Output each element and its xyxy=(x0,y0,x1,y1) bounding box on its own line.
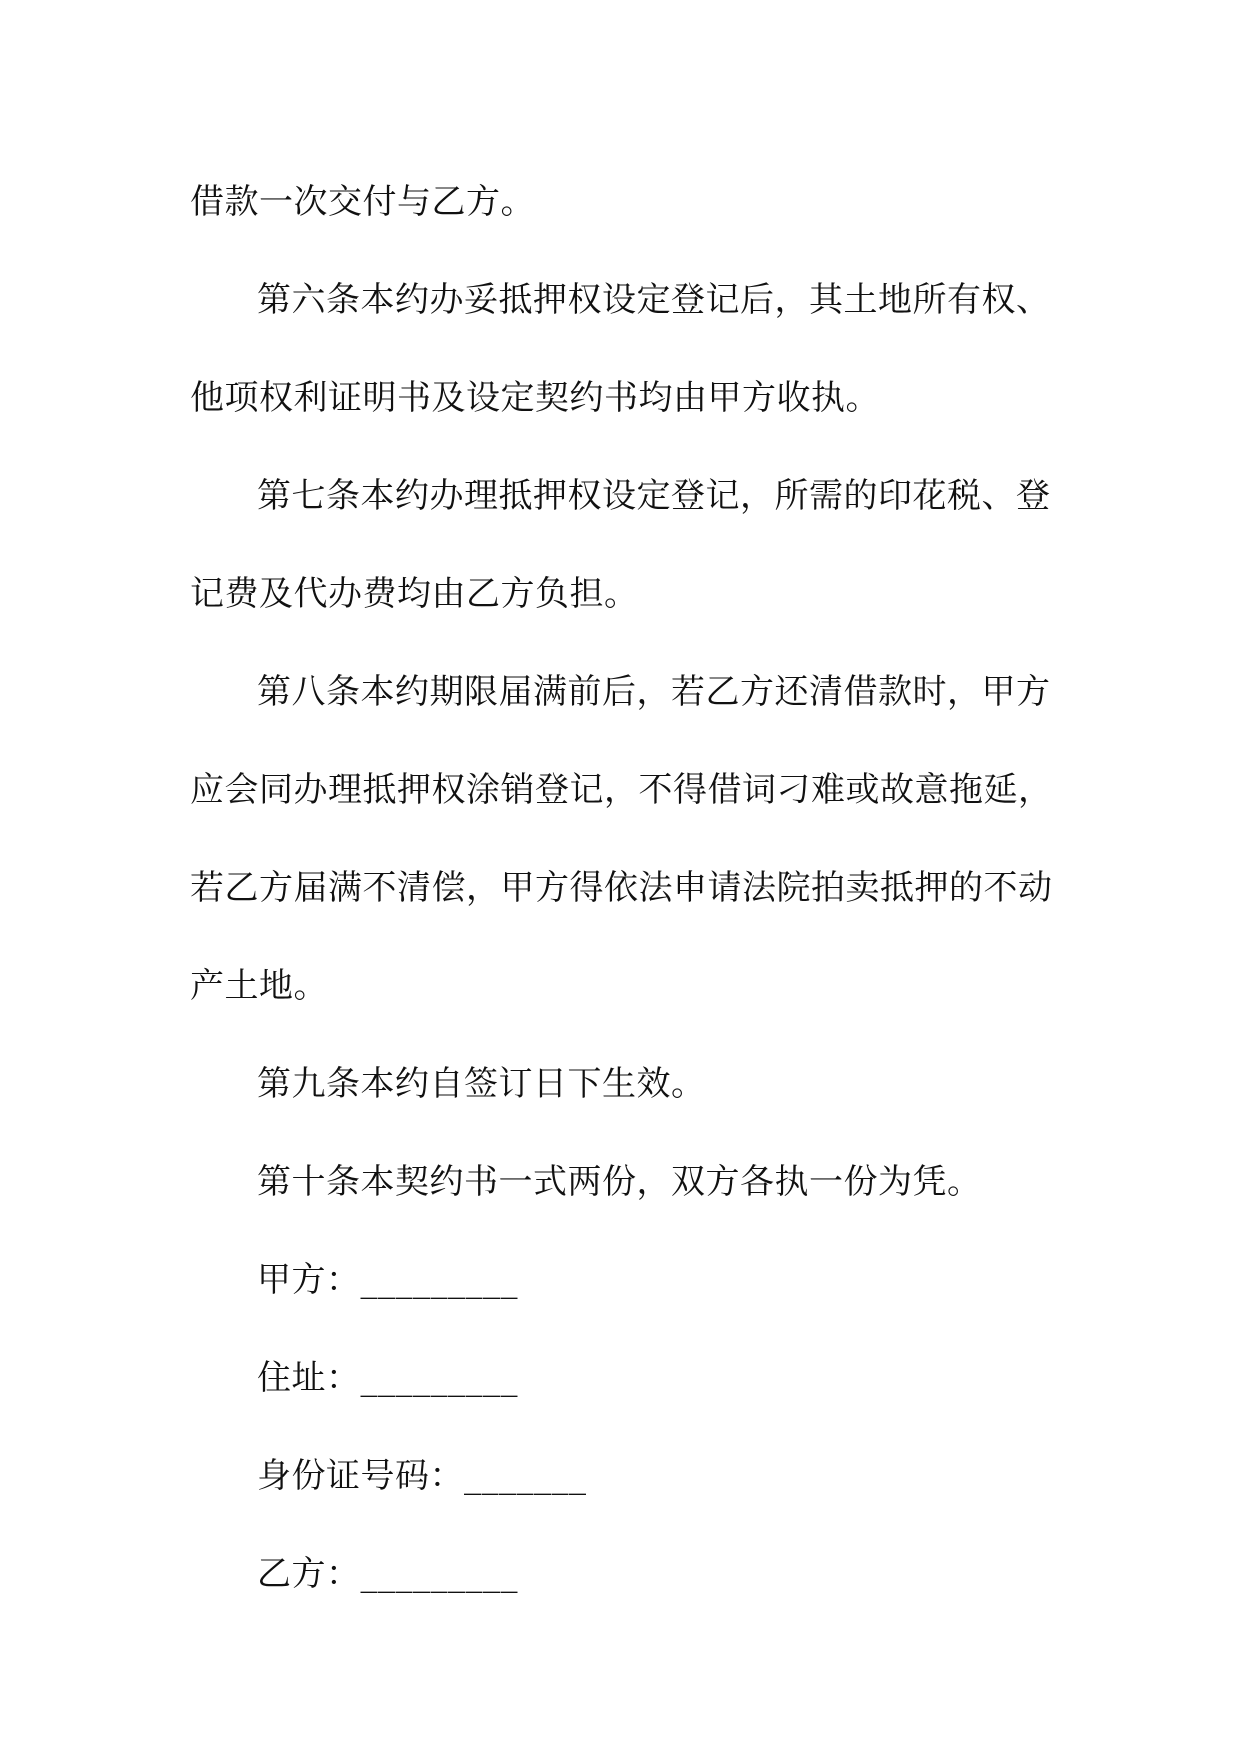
clause-8-line-4: 产土地。 xyxy=(190,966,328,1006)
party-b-label: 乙方： xyxy=(257,1554,361,1594)
clause-8-line-3: 若乙方届满不清偿，甲方得依法申请法院拍卖抵押的不动 xyxy=(190,868,1053,908)
clause-8-line-1: 第八条本约期限届满前后，若乙方还清借款时，甲方 xyxy=(257,672,1051,712)
clause-9-line: 第九条本约自签订日下生效。 xyxy=(257,1064,706,1104)
party-a-blank[interactable]: _________ xyxy=(360,1260,518,1300)
clause-10-line: 第十条本契约书一式两份，双方各执一份为凭。 xyxy=(257,1162,982,1202)
clause-7-line-1: 第七条本约办理抵押权设定登记，所需的印花税、登 xyxy=(257,476,1051,516)
clause-6-line-1: 第六条本约办妥抵押权设定登记后，其土地所有权、 xyxy=(257,280,1051,320)
address-field xyxy=(257,1356,1117,1400)
clause-7-line-2: 记费及代办费均由乙方负担。 xyxy=(190,574,639,614)
address-blank[interactable]: _________ xyxy=(360,1358,518,1398)
party-b-field xyxy=(257,1552,1117,1596)
clause-8-line-2: 应会同办理抵押权涂销登记，不得借词刁难或故意拖延， xyxy=(190,770,1053,810)
paragraph-line: 借款一次交付与乙方。 xyxy=(190,182,535,222)
id-number-blank[interactable]: _______ xyxy=(464,1456,587,1496)
id-number-label: 身份证号码： xyxy=(257,1456,464,1496)
clause-6-line-2: 他项权利证明书及设定契约书均由甲方收执。 xyxy=(190,378,880,418)
party-a-field xyxy=(257,1258,1117,1302)
id-number-field xyxy=(257,1454,1117,1498)
party-b-blank[interactable]: _________ xyxy=(360,1554,518,1594)
address-label: 住址： xyxy=(257,1358,361,1398)
party-a-label: 甲方： xyxy=(257,1260,361,1300)
